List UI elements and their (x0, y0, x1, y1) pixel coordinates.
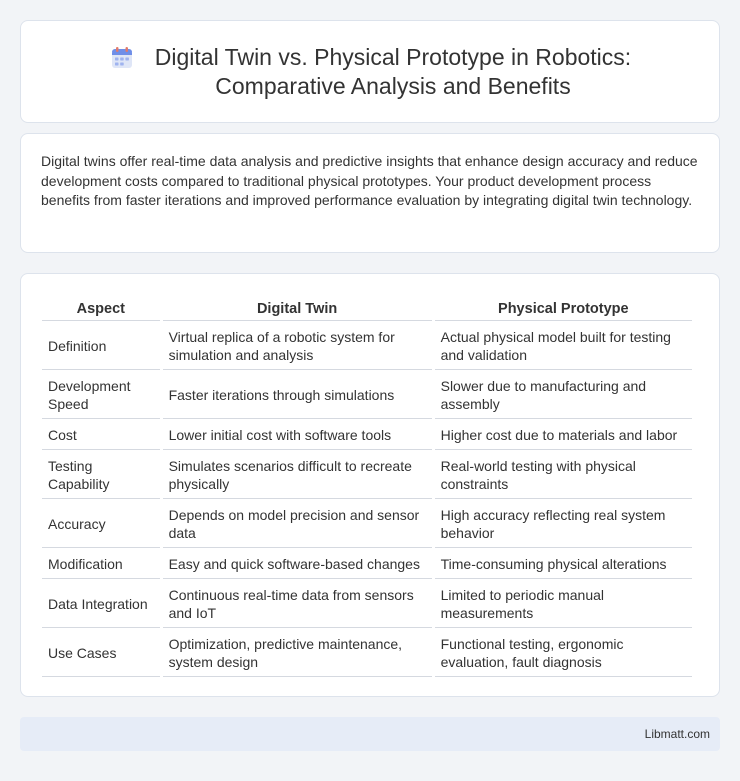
table-row (42, 579, 692, 628)
calendar-icon (109, 45, 135, 71)
aspect-cell: Accuracy (42, 499, 160, 548)
comparison-table (39, 294, 695, 677)
digital-twin-cell: Continuous real-time data from sensors and IoT (163, 579, 432, 628)
physical-prototype-cell: Time-consuming physical alterations (435, 548, 692, 579)
physical-prototype-cell: Slower due to manufacturing and assembly (435, 370, 692, 419)
comparison-card (20, 273, 720, 697)
footer (20, 717, 720, 751)
page-title-line-2: Comparative Analysis and Benefits (215, 72, 571, 99)
physical-prototype-cell: Higher cost due to materials and labor (435, 419, 692, 450)
digital-twin-cell: Lower initial cost with software tools (163, 419, 432, 450)
digital-twin-cell: Faster iterations through simulations (163, 370, 432, 419)
footer-brand: Libmatt.com (644, 727, 710, 741)
digital-twin-cell: Simulates scenarios difficult to recreate physically (163, 450, 432, 499)
title-wrap (89, 43, 651, 101)
digital-twin-cell: Optimization, predictive maintenance, system design (163, 628, 432, 677)
table-row (42, 499, 692, 548)
table-row (42, 628, 692, 677)
physical-prototype-cell: High accuracy reflecting real system behavior (435, 499, 692, 548)
column-header-aspect: Aspect (42, 294, 160, 321)
table-row (42, 548, 692, 579)
digital-twin-cell: Easy and quick software-based changes (163, 548, 432, 579)
table-header-row (42, 294, 692, 321)
intro-paragraph: Digital twins offer real-time data analysis and predictive insights that enhance design accuracy and reduce development costs compared to traditional physical prototypes. Your product development process benefits from faster iterations and improved performance evaluation by integrating digital twin technology. (41, 153, 698, 208)
physical-prototype-cell: Functional testing, ergonomic evaluation, fault diagnosis (435, 628, 692, 677)
aspect-cell: Modification (42, 548, 160, 579)
title-card (20, 20, 720, 123)
digital-twin-cell: Depends on model precision and sensor data (163, 499, 432, 548)
table-row (42, 450, 692, 499)
aspect-cell: Data Integration (42, 579, 160, 628)
table-row (42, 370, 692, 419)
aspect-cell: Cost (42, 419, 160, 450)
physical-prototype-cell: Limited to periodic manual measurements (435, 579, 692, 628)
column-header-physical-prototype: Physical Prototype (435, 294, 692, 321)
page-title (155, 43, 631, 101)
intro-card (20, 133, 720, 253)
physical-prototype-cell: Actual physical model built for testing and validation (435, 321, 692, 370)
aspect-cell: Use Cases (42, 628, 160, 677)
digital-twin-cell: Virtual replica of a robotic system for simulation and analysis (163, 321, 432, 370)
table-row (42, 419, 692, 450)
physical-prototype-cell: Real-world testing with physical constraints (435, 450, 692, 499)
aspect-cell: Definition (42, 321, 160, 370)
table-row (42, 321, 692, 370)
aspect-cell: Development Speed (42, 370, 160, 419)
aspect-cell: Testing Capability (42, 450, 160, 499)
page-title-line-1: Digital Twin vs. Physical Prototype in Robotics: (154, 43, 632, 70)
column-header-digital-twin: Digital Twin (163, 294, 432, 321)
